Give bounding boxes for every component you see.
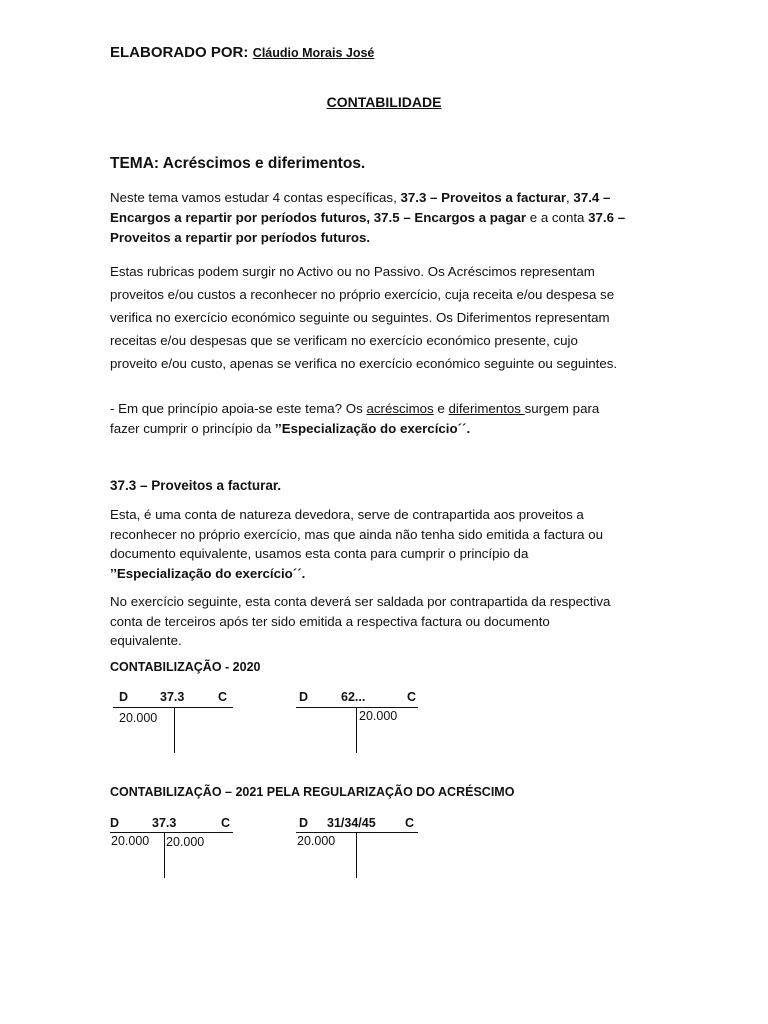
author-line xyxy=(110,44,374,62)
debit-label: D xyxy=(299,816,309,830)
credit-label: C xyxy=(407,690,417,704)
debit-label: D xyxy=(119,690,129,704)
question-text: fazer cumprir o princípio da xyxy=(110,421,275,436)
contab-2020-heading: CONTABILIZAÇÃO - 2020 xyxy=(110,660,261,674)
t-vertical-line xyxy=(174,707,175,753)
principle-name: ’’Especialização do exercício´´. xyxy=(274,421,471,436)
text-line: documento equivalente, usamos esta conta para cumprir o princípio da xyxy=(110,546,529,561)
text-line: proveitos e/ou custos a reconhecer no próprio exercício, cuja receita e/ou despesa se xyxy=(110,287,615,302)
credit-label: C xyxy=(405,816,415,830)
question-paragraph xyxy=(110,399,658,439)
sep: , xyxy=(566,190,574,205)
contab-2021-heading: CONTABILIZAÇÃO – 2021 PELA REGULARIZAÇÃO DO ACRÉSCIMO xyxy=(110,785,515,799)
sep: e xyxy=(433,401,449,416)
term-diferimentos: diferimentos xyxy=(448,401,525,416)
text-line: Estas rubricas podem surgir no Activo ou no Passivo. Os Acréscimos representam xyxy=(110,264,595,279)
text-line: proveito e/ou custo, apenas se verifica no exercício económico seguinte ou seguintes. xyxy=(110,356,618,371)
topic-heading: TEMA: Acréscimos e diferimentos. xyxy=(110,155,366,172)
question-text: - Em que princípio apoia-se este tema? Os xyxy=(110,401,367,416)
sep: e a conta xyxy=(526,210,589,225)
t-horizontal-line xyxy=(113,707,233,708)
intro-text: Neste tema vamos estudar 4 contas específicas, xyxy=(110,190,401,205)
intro-paragraph xyxy=(110,188,658,248)
account-37-6-code: 37.6 – xyxy=(588,210,626,225)
t-vertical-line xyxy=(356,707,357,753)
debit-label: D xyxy=(110,816,120,830)
t-horizontal-line xyxy=(110,832,233,833)
text-line: Esta, é uma conta de natureza devedora, serve de contrapartida aos proveitos a xyxy=(110,507,584,522)
debit-label: D xyxy=(299,690,309,704)
question-text-end: surgem para xyxy=(524,401,600,416)
t-horizontal-line xyxy=(296,832,418,833)
account-code: 62... xyxy=(341,690,366,704)
credit-label: C xyxy=(221,816,231,830)
author-label: ELABORADO POR: xyxy=(110,44,249,61)
account-code: 37.3 xyxy=(160,690,185,704)
account-37-6-name: Proveitos a repartir por períodos futuros. xyxy=(110,230,371,245)
debit-amount: 20.000 xyxy=(297,834,336,848)
section-37-3-paragraph-1 xyxy=(110,505,658,583)
author-name: Cláudio Morais José xyxy=(252,46,375,60)
text-line: conta de terceiros após ter sido emitida a respectiva factura ou documento xyxy=(110,613,550,629)
t-vertical-line xyxy=(356,832,357,878)
debit-amount: 20.000 xyxy=(111,834,150,848)
t-horizontal-line xyxy=(296,707,418,708)
account-37-4-name: Encargos a repartir por períodos futuros, 37.5 – Encargos a pagar xyxy=(110,210,527,225)
account-37-3: 37.3 – Proveitos a facturar xyxy=(400,190,567,205)
section-37-3-paragraph-2 xyxy=(110,592,658,651)
credit-label: C xyxy=(218,690,228,704)
text-line: equivalente. xyxy=(110,633,182,648)
text-line: ’’Especialização do exercício´´. xyxy=(110,565,306,581)
text-line: reconhecer no próprio exercício, mas que ainda não tenha sido emitida a factura ou xyxy=(110,526,604,542)
account-code: 31/34/45 xyxy=(327,816,376,830)
page-title: CONTABILIDADE xyxy=(326,94,442,110)
text-line: receitas e/ou despesas que se verificam no exercício económico presente, cujo xyxy=(110,333,578,348)
credit-amount: 20.000 xyxy=(359,709,398,723)
debit-amount: 20.000 xyxy=(119,711,158,725)
text-line: verifica no exercício económico seguinte ou seguintes. Os Diferimentos representam xyxy=(110,310,610,325)
account-37-4-code: 37.4 – xyxy=(573,190,611,205)
definition-paragraph xyxy=(110,260,658,375)
t-vertical-line xyxy=(164,832,165,878)
account-code: 37.3 xyxy=(152,816,177,830)
section-heading-37-3: 37.3 – Proveitos a facturar. xyxy=(110,478,282,493)
credit-amount: 20.000 xyxy=(166,835,205,849)
term-acrescimos: acréscimos xyxy=(366,401,434,416)
text-line: No exercício seguinte, esta conta deverá ser saldada por contrapartida da respectiva xyxy=(110,594,611,609)
